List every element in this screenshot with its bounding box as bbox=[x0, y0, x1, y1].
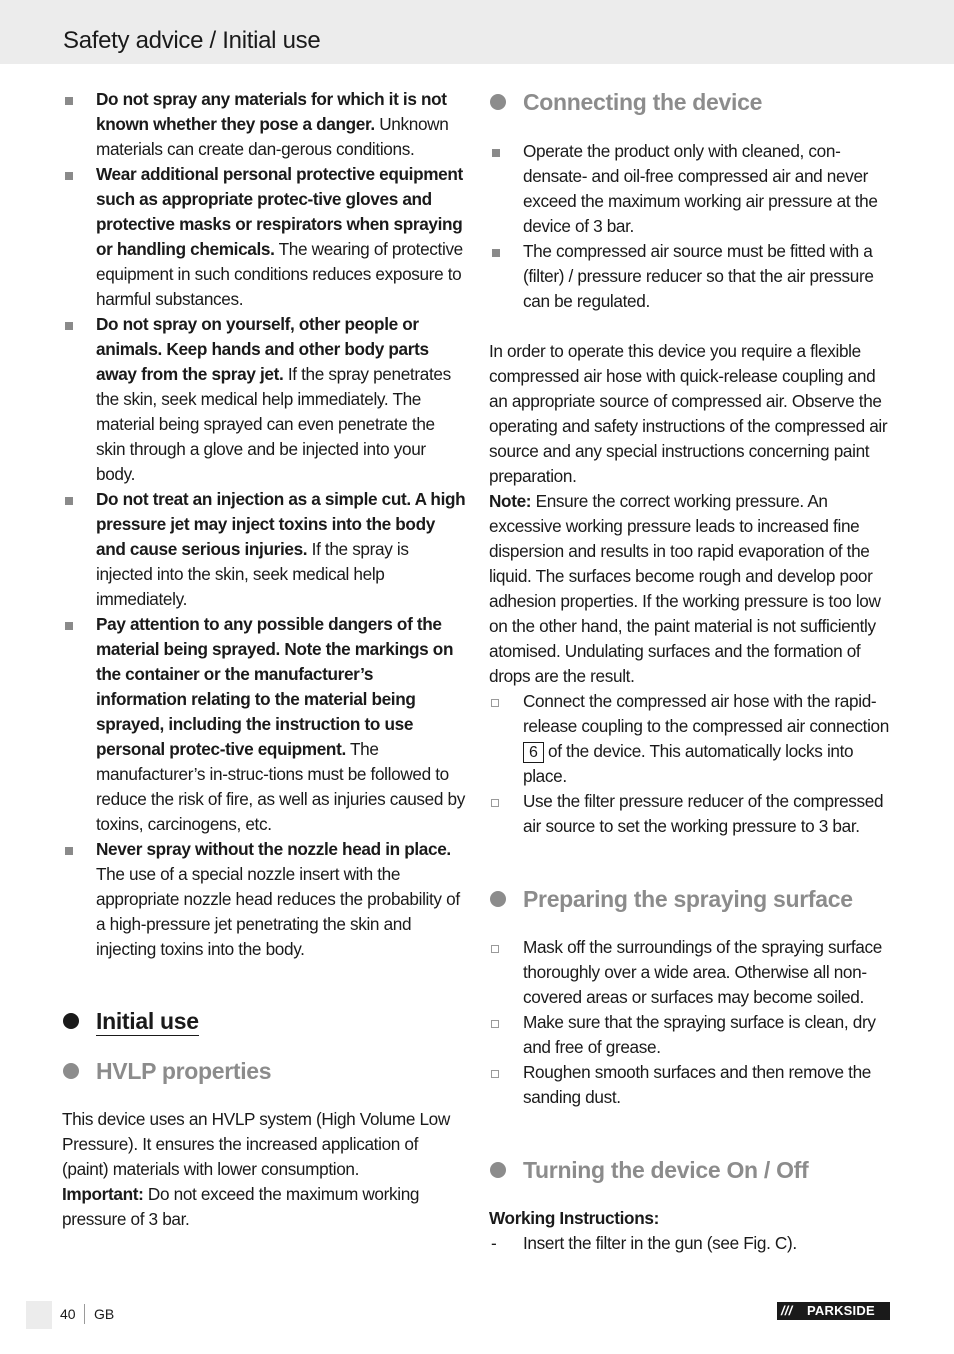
warning-item: Do not spray on yourself, other people or animals. Keep hands and other body parts away from the spray jet. If the spray penetrates the skin, seek medical help immediately. The material being sprayed can even penetrate the skin through a glove and be injected into your body. bbox=[62, 312, 466, 487]
bullet-dot-icon bbox=[63, 1013, 79, 1029]
checkbox-bullet-icon bbox=[491, 1020, 499, 1028]
hvlp-text: This device uses an HVLP system (High Volume Low Pressure). It ensures the increased application of (paint) materials with lower consumption. bbox=[62, 1109, 450, 1179]
preparing-heading: Preparing the spraying surface bbox=[489, 884, 891, 914]
initial-use-heading: Initial use bbox=[62, 1006, 466, 1036]
footer-divider bbox=[84, 1304, 85, 1324]
part-number-badge: 6 bbox=[523, 742, 544, 763]
note-text: Note: Ensure the correct working pressure. An excessive working pressure leads to increased fine dispersion and results in too rapid evaporation of the liquid. The surfaces become rough and develop poor adhesion properties. If the working pressure is too low on the other hand, the paint material is not sufficiently atomised. Undulating surfaces and the formation of drops are the result. bbox=[489, 491, 881, 686]
bullet-dot-icon bbox=[490, 94, 506, 110]
square-bullet-icon bbox=[65, 847, 73, 855]
hvlp-heading: HVLP properties bbox=[62, 1056, 466, 1086]
dash-bullet: - bbox=[491, 1233, 497, 1253]
list-item: Operate the product only with cleaned, con-densate- and oil-free compressed air and never exceed the maximum working air pressure at the device of 3 bar. bbox=[489, 139, 891, 239]
working-instructions-label: Working Instructions: bbox=[489, 1208, 659, 1228]
parkside-logo: /// PARKSIDE bbox=[777, 1302, 890, 1320]
intro-text: In order to operate this device you require a flexible compressed air hose with quick-release coupling and an appropriate source of compressed air. Observe the operating and safety instructions of the compressed air source and any special instructions concerning paint preparation. bbox=[489, 341, 888, 486]
footer-marker bbox=[26, 1301, 52, 1329]
square-bullet-icon bbox=[65, 497, 73, 505]
checkbox-bullet-icon bbox=[491, 945, 499, 953]
checkbox-bullet-icon bbox=[491, 699, 499, 707]
square-bullet-icon bbox=[65, 622, 73, 630]
bullet-dot-icon bbox=[490, 891, 506, 907]
step-item: Roughen smooth surfaces and then remove the sanding dust. bbox=[489, 1060, 891, 1110]
warning-item: Pay attention to any possible dangers of the material being sprayed. Note the markings on the container or the manufacturer’s information relating to the material being sprayed, including the instruction to use personal protec-tive equipment. The manufacturer’s in-struc-tions must be followed to reduce the risk of fire, as well as injuries caused by toxins, carcinogens, etc. bbox=[62, 612, 466, 837]
bullet-dot-icon bbox=[490, 1162, 506, 1178]
turning-heading: Turning the device On / Off bbox=[489, 1155, 891, 1185]
checkbox-bullet-icon bbox=[491, 799, 499, 807]
warning-item: Do not treat an injection as a simple cut. A high pressure jet may inject toxins into the body and cause serious injuries. If the spray is injected into the skin, seek medical help immediately. bbox=[62, 487, 466, 612]
page-title: Safety advice / Initial use bbox=[63, 27, 321, 54]
square-bullet-icon bbox=[65, 172, 73, 180]
step-item: Make sure that the spraying surface is clean, dry and free of grease. bbox=[489, 1010, 891, 1060]
step-item: Use the filter pressure reducer of the compressed air source to set the working pressure to 3 bar. bbox=[489, 789, 891, 839]
warning-item: Never spray without the nozzle head in place. The use of a special nozzle insert with the appropriate nozzle head reduces the probability of a high-pressure jet penetrating the skin and injecting toxins into the body. bbox=[62, 837, 466, 962]
warning-item: Do not spray any materials for which it is not known whether they pose a danger. Unknown materials can create dan-gerous conditions. bbox=[62, 87, 466, 162]
bullet-dot-icon bbox=[63, 1063, 79, 1079]
right-column bbox=[489, 87, 891, 1256]
square-bullet-icon bbox=[492, 149, 500, 157]
square-bullet-icon bbox=[65, 322, 73, 330]
page-number: 40 bbox=[60, 1306, 76, 1322]
list-item: The compressed air source must be fitted with a (filter) / pressure reducer so that the air pressure can be regulated. bbox=[489, 239, 891, 314]
step-item: Mask off the surroundings of the spraying surface thoroughly over a wide area. Otherwise all non-covered areas or surfaces may become soiled. bbox=[489, 935, 891, 1010]
warning-item: Wear additional personal protective equipment such as appropriate protec-tive gloves and protective masks or respirators when spraying or handling chemicals. The wearing of protective equipment in such conditions reduces exposure to harmful substances. bbox=[62, 162, 466, 312]
important-note: Important: Do not exceed the maximum working pressure of 3 bar. bbox=[62, 1184, 420, 1229]
square-bullet-icon bbox=[492, 249, 500, 257]
checkbox-bullet-icon bbox=[491, 1070, 499, 1078]
connecting-heading: Connecting the device bbox=[489, 87, 891, 117]
list-item: - Insert the filter in the gun (see Fig. C). bbox=[489, 1231, 891, 1256]
step-item: Connect the compressed air hose with the rapid-release coupling to the compressed air connection 6 of the device. This automatically locks into place. bbox=[489, 689, 891, 789]
logo-stripes-icon: /// bbox=[781, 1303, 793, 1318]
language-code: GB bbox=[94, 1306, 115, 1322]
left-column bbox=[62, 87, 466, 1232]
square-bullet-icon bbox=[65, 97, 73, 105]
